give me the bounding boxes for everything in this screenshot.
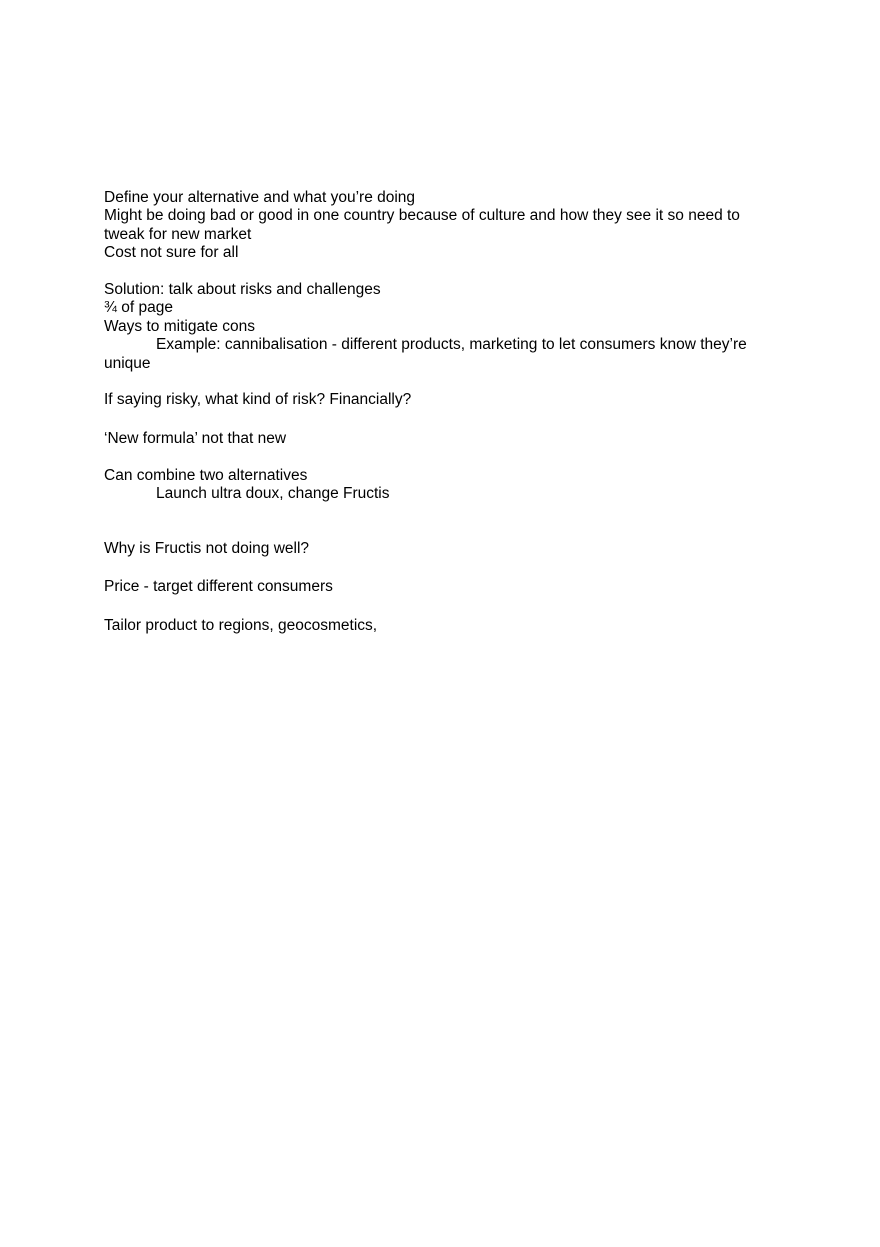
note-line-indented: Example: cannibalisation - different products, marketing to let consumers know they’re unique bbox=[104, 336, 747, 372]
notes-body bbox=[104, 189, 784, 635]
note-line: If saying risky, what kind of risk? Financially? bbox=[104, 391, 412, 409]
note-line: Tailor product to regions, geocosmetics, bbox=[104, 616, 378, 634]
note-line: Why is Fructis not doing well? bbox=[104, 539, 310, 557]
paragraph-price bbox=[104, 578, 784, 596]
paragraph-fructis bbox=[104, 540, 784, 558]
note-line: Solution: talk about risks and challenges bbox=[104, 281, 381, 299]
note-line-indented: Launch ultra doux, change Fructis bbox=[156, 485, 390, 503]
note-line: Price - target different consumers bbox=[104, 578, 333, 596]
paragraph-solution bbox=[104, 281, 784, 373]
paragraph-risk bbox=[104, 391, 784, 409]
note-line: ¾ of page bbox=[104, 299, 173, 317]
paragraph-alternative bbox=[104, 189, 784, 263]
note-line: Might be doing bad or good in one country because of culture and how they see it so need to tweak for new market bbox=[104, 207, 740, 243]
note-line: ‘New formula’ not that new bbox=[104, 429, 287, 447]
paragraph-tailor bbox=[104, 617, 784, 635]
note-line: Cost not sure for all bbox=[104, 244, 239, 262]
note-line: Can combine two alternatives bbox=[104, 466, 308, 484]
note-line: Ways to mitigate cons bbox=[104, 317, 256, 335]
paragraph-combine bbox=[104, 467, 784, 504]
paragraph-new-formula bbox=[104, 430, 784, 448]
note-line: Define your alternative and what you’re doing bbox=[104, 189, 416, 206]
